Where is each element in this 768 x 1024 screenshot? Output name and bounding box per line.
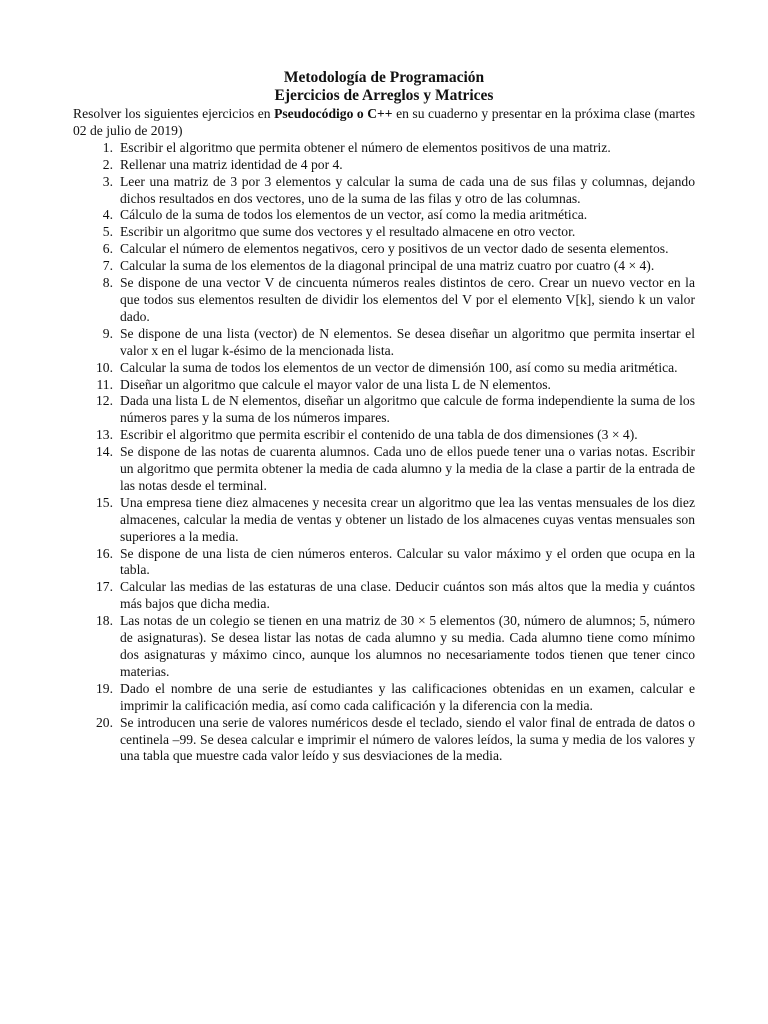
- exercise-item: [73, 140, 695, 157]
- exercise-number: 1.: [102, 139, 113, 155]
- instructions-text-start: Resolver los siguientes ejercicios en: [73, 106, 275, 121]
- exercise-text: Se dispone de una lista (vector) de N elementos. Se desea diseñar un algoritmo que permita insertar el valor x en el lugar k-ésimo de la mencionada lista.: [120, 325, 695, 358]
- exercise-number: 3.: [102, 173, 113, 189]
- exercise-number: 17.: [96, 579, 113, 595]
- exercise-text: Se dispone de una vector V de cincuenta números reales distintos de cero. Crear un nuevo vector en la que todos sus elementos resulten de dividir los elementos del V por el elemento V[k], siendo k un valor dado.: [120, 275, 695, 324]
- exercise-item: [73, 546, 695, 580]
- instructions-paragraph: [73, 106, 695, 140]
- exercise-item: [73, 377, 695, 394]
- exercise-text: Calcular el número de elementos negativos, cero y positivos de un vector dado de sesenta elementos.: [120, 241, 669, 257]
- exercise-item: [73, 258, 695, 275]
- exercise-number: 7.: [102, 258, 113, 274]
- exercise-text: Se dispone de las notas de cuarenta alumnos. Cada uno de ellos puede tener una o varias notas. Escribir un algoritmo que permita obtener la media de cada alumno y la media de la clase a partir de la entrada de las notas desde el terminal.: [120, 444, 695, 493]
- exercise-number: 13.: [96, 427, 113, 443]
- exercise-item: [73, 174, 695, 208]
- document-title: Metodología de Programación: [283, 69, 485, 86]
- exercise-text: Leer una matriz de 3 por 3 elementos y calcular la suma de cada una de sus filas y columnas, dejando dichos resultados en dos vectores, uno de la suma de las filas y otro de las columnas.: [120, 173, 695, 206]
- exercise-item: [73, 241, 695, 258]
- exercise-number: 4.: [102, 207, 113, 223]
- exercise-item: [73, 715, 695, 766]
- exercise-item: [73, 360, 695, 377]
- exercise-list: [73, 140, 695, 766]
- exercise-item: [73, 157, 695, 174]
- exercise-number: 12.: [96, 393, 113, 409]
- instructions-language-emphasis: Pseudocódigo o C++: [274, 106, 393, 121]
- instructions-text-end: en su cuaderno y presentar en la próxima clase (martes 02 de julio de 2019): [73, 106, 695, 138]
- exercise-text: Se introducen una serie de valores numéricos desde el teclado, siendo el valor final de entrada de datos o centinela –99. Se desea calcular e imprimir el número de valores leídos, la suma y media de los valores y una tabla que muestre cada valor leído y sus desviaciones de la media.: [120, 714, 695, 764]
- exercise-number: 11.: [96, 376, 113, 392]
- exercise-number: 5.: [102, 224, 113, 240]
- exercise-text: Una empresa tiene diez almacenes y necesita crear un algoritmo que lea las ventas mensuales de los diez almacenes, calcular la media de ventas y obtener un listado de los almacenes cuyas ventas mensuales son superiores a la media.: [120, 494, 695, 544]
- exercise-item: [73, 613, 695, 681]
- exercise-text: Calcular la suma de los elementos de la diagonal principal de una matriz cuatro por cuatro (4 × 4).: [120, 258, 655, 274]
- exercise-number: 6.: [102, 241, 113, 257]
- exercise-number: 8.: [102, 275, 113, 291]
- exercise-text: Escribir el algoritmo que permita escribir el contenido de una tabla de dos dimensiones (3 × 4).: [120, 427, 638, 443]
- exercise-number: 10.: [96, 359, 113, 375]
- exercise-item: [73, 207, 695, 224]
- document-page: [73, 69, 695, 765]
- exercise-number: 9.: [102, 325, 113, 341]
- exercise-number: 2.: [102, 156, 113, 172]
- exercise-text: Cálculo de la suma de todos los elementos de un vector, así como la media aritmética.: [120, 207, 588, 223]
- exercise-number: 19.: [96, 680, 113, 696]
- exercise-item: [73, 681, 695, 715]
- exercise-text: Diseñar un algoritmo que calcule el mayor valor de una lista L de N elementos.: [120, 376, 551, 392]
- exercise-text: Calcular las medias de las estaturas de una clase. Deducir cuántos son más altos que la media y cuántos más bajos que dicha media.: [120, 579, 695, 612]
- exercise-item: [73, 579, 695, 613]
- exercise-text: Escribir un algoritmo que sume dos vectores y el resultado almacene en otro vector.: [120, 224, 576, 240]
- exercise-item: [73, 427, 695, 444]
- exercise-text: Dado el nombre de una serie de estudiantes y las calificaciones obtenidas en un examen, calcular e imprimir la calificación media, así como cada calificación y la diferencia con la media.: [120, 680, 695, 713]
- exercise-text: Se dispone de una lista de cien números enteros. Calcular su valor máximo y el orden que ocupa en la tabla.: [120, 545, 695, 578]
- exercise-item: [73, 495, 695, 546]
- exercise-number: 18.: [96, 613, 113, 629]
- exercise-text: Dada una lista L de N elementos, diseñar un algoritmo que calcule de forma independiente la suma de los números pares y la suma de los números impares.: [120, 393, 695, 426]
- exercise-number: 15.: [96, 494, 113, 510]
- exercise-text: Las notas de un colegio se tienen en una matriz de 30 × 5 elementos (30, número de alumnos; 5, número de asignaturas). Se desea listar las notas de cada alumno y su media. Cada alumno tiene como mínimo dos asignaturas y máximo cinco, aunque los alumnos no necesariamente todos tienen que tener cinco materias.: [120, 613, 695, 679]
- exercise-number: 16.: [96, 545, 113, 561]
- exercise-item: [73, 224, 695, 241]
- document-subtitle: Ejercicios de Arreglos y Matrices: [274, 87, 494, 104]
- exercise-number: 14.: [96, 444, 113, 460]
- exercise-text: Escribir el algoritmo que permita obtener el número de elementos positivos de una matriz.: [120, 139, 611, 155]
- exercise-number: 20.: [96, 714, 113, 730]
- exercise-text: Rellenar una matriz identidad de 4 por 4.: [120, 156, 343, 172]
- exercise-item: [73, 275, 695, 326]
- exercise-item: [73, 393, 695, 427]
- exercise-text: Calcular la suma de todos los elementos de un vector de dimensión 100, así como su media aritmética.: [120, 359, 678, 375]
- exercise-item: [73, 444, 695, 495]
- exercise-item: [73, 326, 695, 360]
